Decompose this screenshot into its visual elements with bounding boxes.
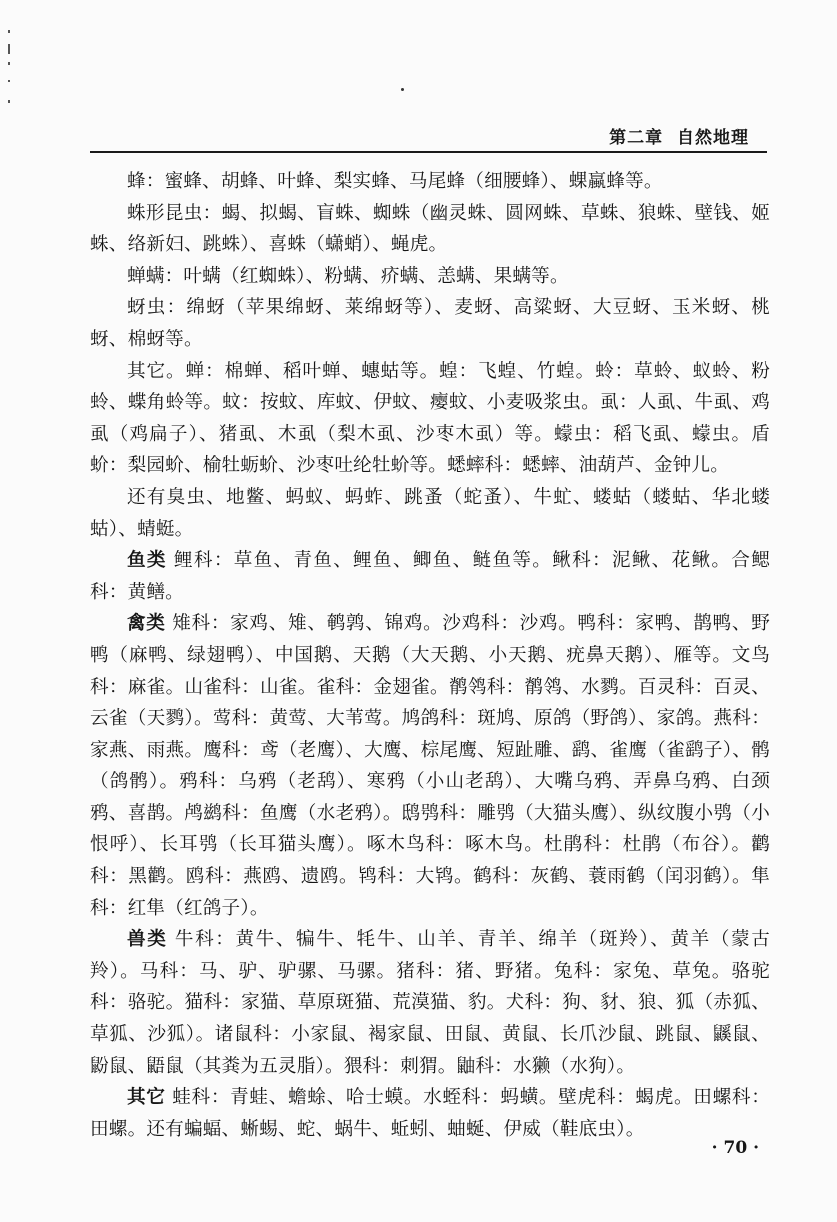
page-header [90, 121, 767, 153]
paragraph-aphids: 蚜虫：绵蚜（苹果绵蚜、莱绵蚜等）、麦蚜、高粱蚜、大豆蚜、玉米蚜、桃蚜、棉蚜等。 [90, 297, 770, 350]
page-number: · 70 · [711, 1138, 759, 1158]
chapter-title: 第二章 自然地理 [609, 128, 749, 148]
page-body [90, 166, 770, 1145]
paragraph-mites: 蝉螨：叶螨（红蜘蛛）、粉螨、疥螨、恙螨、果螨等。 [127, 265, 569, 287]
paragraph-fish: 鱼类 鲤科：草鱼、青鱼、鲤鱼、鲫鱼、鲢鱼等。鳅科：泥鳅、花鳅。合鳃科：黄鳝。 [90, 550, 770, 603]
paragraph-bees: 蜂：蜜蜂、胡蜂、叶蜂、梨实蜂、马尾蜂（细腰蜂）、蜾蠃蜂等。 [127, 171, 663, 192]
paragraph-others: 其它 蛙科：青蛙、蟾蜍、哈士蟆。水蛭科：蚂蟥。壁虎科：蝎虎。田螺科：田螺。还有蝙蝠、蜥蜴、蛇、蜗牛、蚯蚓、蚰蜒、伊威（鞋底虫）。 [90, 1087, 771, 1140]
section-lead-others: 其它 [127, 1087, 166, 1109]
paragraph-other-insects: 其它。蝉：棉蝉、稻叶蝉、蟪蛄等。蝗：飞蝗、竹蝗。蛉：草蛉、蚁蛉、粉蛉、蝶角蛉等。蚊：按蚊、库蚊、伊蚊、瘿蚊、小麦吸浆虫。虱：人虱、牛虱、鸡虱（鸡扁子）、猪虱、木虱（梨木虱、沙枣木虱）等。蠓虫：稻飞虱、蠓虫。盾蚧：梨园蚧、榆牡蛎蚧、沙枣吐纶牡蚧等。蟋蟀科：蟋蟀、油葫芦、金钟儿。 [90, 360, 770, 477]
section-lead-mammals: 兽类 [127, 929, 168, 951]
section-lead-birds: 禽类 [127, 613, 166, 635]
paragraph-mammals: 兽类 牛科：黄牛、犏牛、牦牛、山羊、青羊、绵羊（斑羚）、黄羊（蒙古羚）。马科：马、驴、驴骡、马骡。猪科：猪、野猪。兔科：家兔、草兔。骆驼科：骆驼。猫科：家猫、草原斑猫、荒漠猫、豹。犬科：狗、豺、狼、狐（赤狐、草狐、沙狐）。诸鼠科：小家鼠、褐家鼠、田鼠、黄鼠、长爪沙鼠、跳鼠、鼷鼠、鼢鼠、鼯鼠（其粪为五灵脂）。猥科：刺猬。鼬科：水獭（水狗）。 [90, 929, 770, 1077]
section-lead-fish: 鱼类 [127, 550, 167, 572]
paragraph-misc-insects: 还有臭虫、地鳖、蚂蚁、蚂蚱、跳蚤（蛇蚤）、牛虻、蝼蛄（蝼蛄、华北蝼蛄）、蜻蜓。 [90, 486, 770, 540]
scan-dot [401, 88, 404, 91]
paragraph-birds: 禽类 雉科：家鸡、雉、鹌鹑、锦鸡。沙鸡科：沙鸡。鸭科：家鸭、鹊鸭、野鸭（麻鸭、绿翅鸭）、中国鹅、天鹅（大天鹅、小天鹅、疣鼻天鹅）、雁等。文鸟科：麻雀。山雀科：山雀。雀科：金翅雀。鹡鸰科：鹡鸰、水鹨。百灵科：百灵、云雀（天鹨）。莺科：黄莺、大苇莺。鸠鸽科：斑鸠、原鸽（野鸽）、家鸽。燕科：家燕、雨燕。鹰科：鸢（老鹰）、大鹰、棕尾鹰、短趾雕、鹞、雀鹰（雀鹞子）、鹘（鸽鹘）。鸦科：乌鸦（老鸹）、寒鸦（小山老鸹）、大嘴乌鸦、弄鼻乌鸦、白颈鸦、喜鹊。鸬鹚科：鱼鹰（水老鸦）。鸱鸮科：雕鸮（大猫头鹰）、纵纹腹小鸮（小恨呼）、长耳鸮（长耳猫头鹰）。啄木鸟科：啄木鸟。杜鹃科：杜鹃（布谷）。鹳科：黑鹳。鸥科：燕鸥、遗鸥。鸨科：大鸨。鹤科：灰鹤、蓑雨鹤（闰羽鹤）。隼科：红隼（红鸽子）。 [90, 613, 771, 919]
margin-binding-marks [4, 30, 18, 130]
paragraph-arachnids: 蛛形昆虫：蝎、拟蝎、盲蛛、蜘蛛（幽灵蛛、圆网蛛、草蛛、狼蛛、壁钱、姬蛛、络新妇、跳蛛）、喜蛛（蟏蛸）、蝇虎。 [90, 202, 770, 256]
